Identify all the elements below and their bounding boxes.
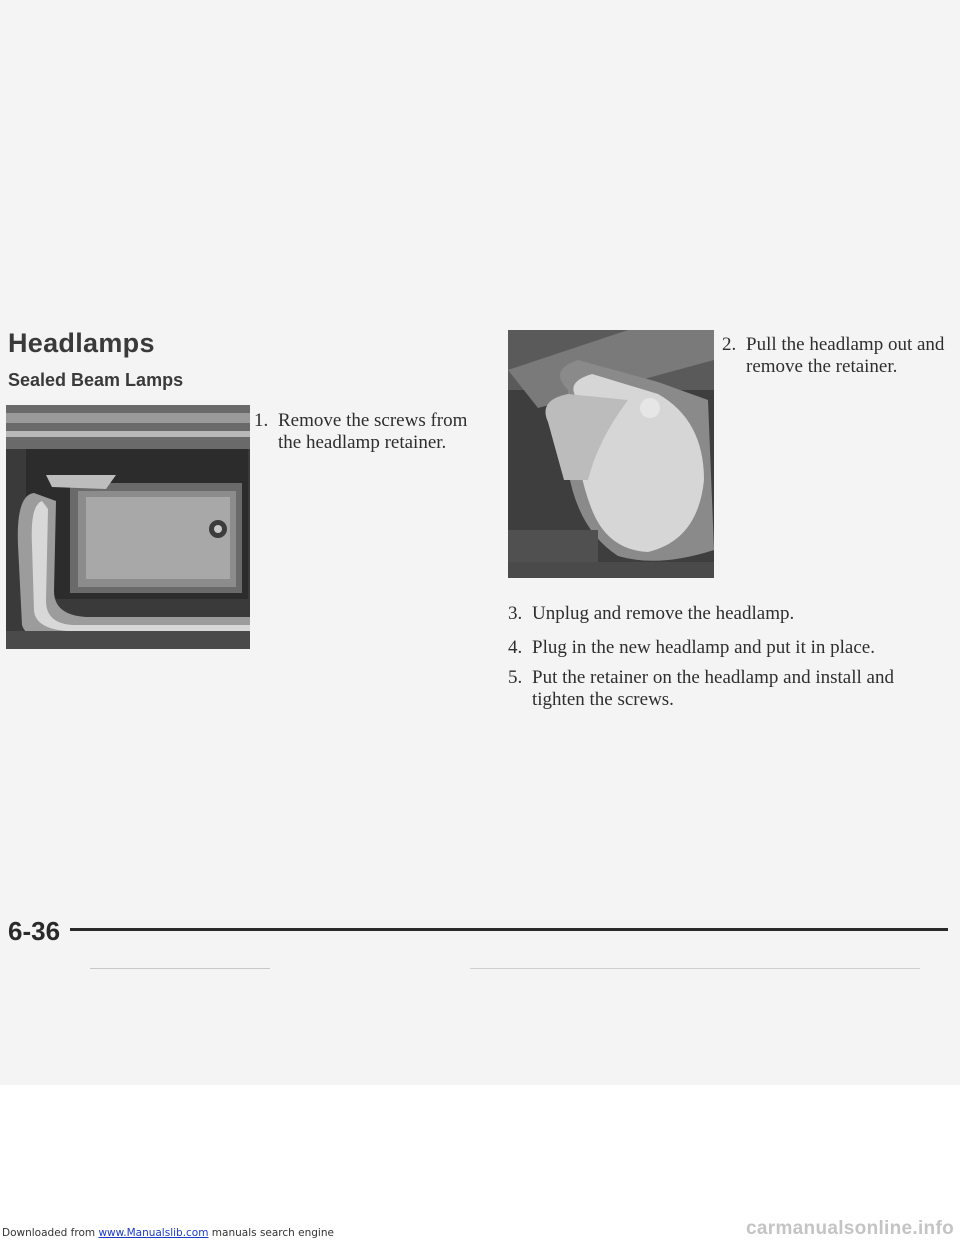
step-number: 1.	[254, 410, 269, 431]
step-number: 3.	[508, 603, 523, 624]
step-5	[508, 667, 928, 711]
step-text: Put the retainer on the headlamp and install and tighten the screws.	[532, 667, 894, 710]
download-credit	[2, 1227, 334, 1239]
headlamp-removal-photo	[508, 330, 714, 578]
site-watermark: carmanualsonline.info	[746, 1218, 954, 1239]
step-3	[508, 603, 948, 625]
step-text: Plug in the new headlamp and put it in place.	[532, 637, 875, 658]
step-number: 4.	[508, 637, 523, 658]
headlamp-retainer-photo	[6, 405, 250, 649]
download-credit-suffix: manuals search engine	[208, 1227, 334, 1239]
step-2	[722, 334, 952, 378]
download-credit-prefix: Downloaded from	[2, 1227, 99, 1239]
step-number: 2.	[722, 334, 737, 355]
step-1	[254, 410, 484, 454]
section-subtitle: Sealed Beam Lamps	[8, 370, 184, 390]
step-text: Pull the headlamp out and remove the retainer.	[746, 334, 945, 377]
step-number: 5.	[508, 667, 523, 688]
section-title: Headlamps	[8, 328, 155, 358]
scan-line	[90, 968, 270, 969]
page-number: 6-36	[8, 916, 61, 946]
step-text: Remove the screws from the headlamp retainer.	[278, 410, 468, 453]
scan-line	[470, 968, 920, 969]
step-4	[508, 637, 948, 659]
step-text: Unplug and remove the headlamp.	[532, 603, 795, 624]
manualslib-link[interactable]: www.Manualslib.com	[98, 1227, 209, 1239]
footer-rule	[70, 928, 948, 931]
